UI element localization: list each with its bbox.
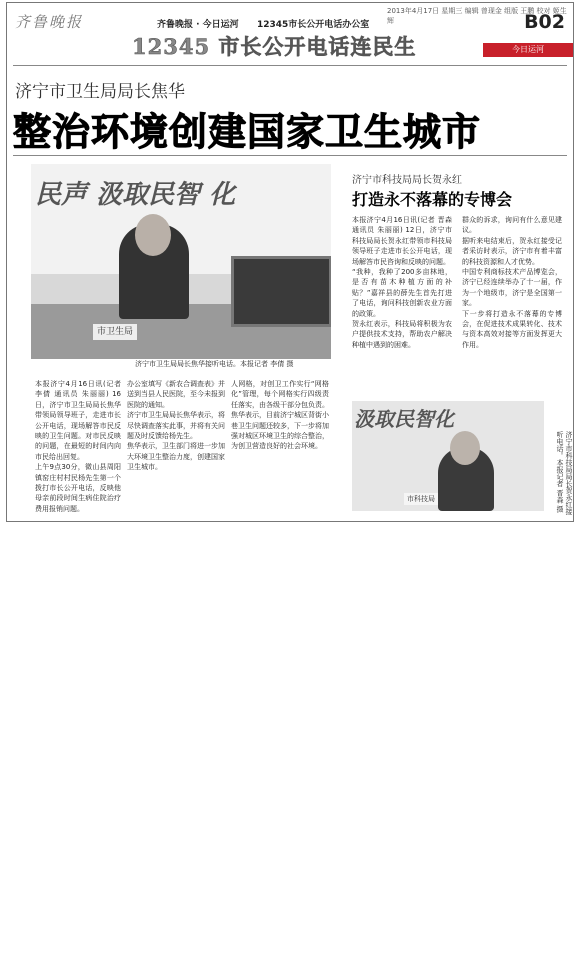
paper-name: 齐鲁晚报 · 今日运河 [157, 20, 239, 30]
main-photo [31, 164, 331, 359]
article-headline: 整治环境创建国家卫生城市 [13, 112, 482, 154]
side-paragraph: “我种，我种了200多亩林地，是否有苗木种植方面的补贴？”嘉祥县的薛先生首先打进了电话，询问科技创新农业方面的政策。 [352, 268, 452, 318]
side-paragraph: 群众的诉求，询问有什么意见建议。 [462, 216, 562, 235]
photo-nameplate: 市科技局 [404, 493, 438, 505]
photo-monitor [231, 256, 331, 327]
side-photo [352, 401, 544, 511]
article-paragraph: 本报济宁4月16日讯(记者 李倩 通讯员 朱丽丽) 16日，济宁市卫生局局长焦华带领局领导班子，走进市长公开电话，现场解答市民反映的卫生问题。对市民反映的问题，在最短的时间内向市民给出回复。 [35, 380, 121, 461]
section-banner: 12345 市长公开电话连民生 [132, 34, 417, 59]
article-paragraph: 上午9点30分，微山县周阳镇窑庄村村民杨先生第一个拨打市长公开电话，反映他母亲前段时间生病住院治疗费用报销问题。 [35, 463, 121, 513]
side-photo-caption: 济宁市科技局局长贺永红接听电话。本报记者 晋森 摄 [556, 431, 573, 515]
article-paragraph: 焦华表示，卫生部门将进一步加大环境卫生整治力度，创建国家卫生城市。 [127, 442, 225, 472]
section-name: 12345市长公开电话办公室 [257, 20, 370, 30]
side-headline: 打造永不落幕的专博会 [352, 190, 513, 209]
page-number: B02 [524, 11, 565, 33]
side-paragraph: 本报济宁4月16日讯(记者 晋森 通讯员 朱丽丽) 12日，济宁市科技局局长贺永红带领市科技局领导班子走进市长公开电话，现场解答市民咨询和反映的问题。 [352, 216, 452, 266]
photo-wall-text: 汲取民智化 [354, 407, 454, 431]
photo-wall-text: 民声 汲取民智 化 [35, 180, 236, 210]
article-column-2 [127, 379, 225, 473]
newspaper-page [6, 2, 574, 522]
article-column-3 [231, 379, 329, 452]
headline-rule [13, 155, 567, 156]
column-tag: 今日运河 [483, 43, 573, 57]
article-paragraph: 办公室填写《新农合调查表》并送到当县人民医院，至今未报到医院的通知。 [127, 380, 225, 409]
side-paragraph: 贺永红表示，科技局将积极为农户提供技术支持，帮助农户解决种植中遇到的困难。 [352, 320, 452, 349]
side-column-1 [352, 215, 452, 350]
article-paragraph: 人网格，对创卫工作实行“网格化”管理，每个网格实行四级责任落实，由各级干部分包负责。 [231, 380, 329, 409]
article-paragraph: 焦华表示，目前济宁城区背街小巷卫生问题还较多，下一步将加强对城区环境卫生的综合整治，为创卫营造良好的社会环境。 [231, 411, 329, 451]
main-photo-caption: 济宁市卫生局局长焦华接听电话。本报记者 李倩 摄 [135, 360, 294, 368]
header-rule [13, 65, 567, 66]
side-paragraph: 下一步将打造永不落幕的专博会，在促进技术成果转化、技术与资本高效对接等方面发挥更大作用。 [462, 309, 562, 349]
paper-logo: 齐鲁晚报 [15, 13, 84, 31]
side-column-2 [462, 215, 562, 350]
side-paragraph: 中国专利商标技术产品博览会，济宁已经连续举办了十一届，作为一个地级市，济宁是全国第一家。 [462, 268, 562, 308]
side-paragraph: 据听来电结束后，贺永红接受记者采访时表示，济宁市有着丰富的科技资源和人才优势。 [462, 236, 562, 266]
photo-nameplate: 市卫生局 [93, 324, 137, 340]
article-kicker: 济宁市卫生局局长焦华 [15, 82, 185, 102]
article-paragraph: 济宁市卫生局局长焦华表示，将尽快调查落实此事，并将有关问题及时反馈给杨先生。 [127, 411, 225, 441]
article-column-1 [35, 379, 121, 514]
edition-meta: 2013年4月17日 星期三 编辑 曾现金 组版 王鹏 校对 姬生辉 [387, 7, 567, 25]
side-kicker: 济宁市科技局局长贺永红 [352, 175, 462, 186]
